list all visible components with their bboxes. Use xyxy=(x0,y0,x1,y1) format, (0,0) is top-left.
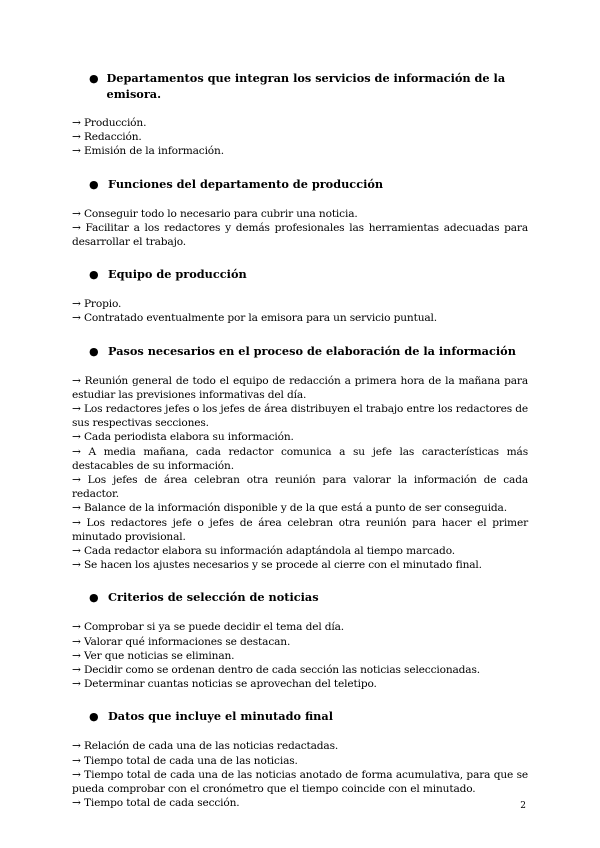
page-number: 2 xyxy=(520,801,526,811)
section-heading-text: Funciones del departamento de producción xyxy=(108,176,384,191)
list-item: → Contratado eventualmente por la emisora para un servicio puntual. xyxy=(72,312,437,325)
list-item: → Conseguir todo lo necesario para cubrir una noticia. xyxy=(72,207,358,220)
item-list xyxy=(72,207,528,250)
arrow-icon: → xyxy=(72,474,81,487)
arrow-icon: → xyxy=(72,678,81,691)
list-item: → Reunión general de todo el equipo de redacción a primera hora de la mañana para estudiar las previsiones informativas del día. xyxy=(72,374,528,401)
section-heading xyxy=(72,176,528,193)
list-item: → Emisión de la información. xyxy=(72,145,224,158)
section-heading xyxy=(72,70,528,102)
arrow-icon: → xyxy=(72,403,81,416)
section-criterios-seleccion xyxy=(72,589,528,691)
item-list xyxy=(72,116,528,159)
arrow-icon: → xyxy=(72,559,81,572)
list-item: → Los redactores jefes o los jefes de área distribuyen el trabajo entre los redactores de sus respectivas secciones. xyxy=(72,403,528,430)
section-heading xyxy=(72,589,528,606)
list-item: → Tiempo total de cada una de las noticias anotado de forma acumulativa, para que se pueda comprobar con el cronómetro que el tiempo coincide con el minutado. xyxy=(72,768,528,796)
section-heading-text: Departamentos que integran los servicios de información de la emisora. xyxy=(106,71,506,101)
arrow-icon: → xyxy=(72,221,81,234)
section-departamentos xyxy=(72,70,528,159)
item-list xyxy=(72,374,528,573)
arrow-icon: → xyxy=(72,117,81,129)
list-item: → Valorar qué informaciones se destacan. xyxy=(72,635,291,648)
arrow-icon: → xyxy=(72,635,81,648)
bullet-icon: ● xyxy=(89,72,99,85)
list-item: → Determinar cuantas noticias se aprovechan del teletipo. xyxy=(72,678,377,691)
arrow-icon: → xyxy=(72,298,81,311)
list-item: → Cada periodista elabora su información. xyxy=(72,431,294,444)
arrow-icon: → xyxy=(72,649,81,662)
arrow-icon: → xyxy=(72,545,81,558)
section-datos-minutado xyxy=(72,708,528,810)
bullet-icon: ● xyxy=(89,591,99,605)
bullet-icon: ● xyxy=(89,268,99,282)
arrow-icon: → xyxy=(72,768,81,781)
section-heading-text: Datos que incluye el minutado final xyxy=(108,709,333,724)
list-item: → Ver que noticias se eliminan. xyxy=(72,649,235,662)
arrow-icon: → xyxy=(72,131,81,144)
item-list xyxy=(72,297,528,325)
list-item: → Se hacen los ajustes necesarios y se procede al cierre con el minutado final. xyxy=(72,559,482,572)
section-pasos-elaboracion xyxy=(72,343,528,573)
arrow-icon: → xyxy=(72,207,81,220)
bullet-icon: ● xyxy=(89,710,99,724)
section-equipo-produccion xyxy=(72,266,528,325)
section-heading-text: Pasos necesarios en el proceso de elaboración de la información xyxy=(108,343,516,358)
arrow-icon: → xyxy=(72,664,81,677)
section-heading xyxy=(72,708,528,725)
item-list xyxy=(72,620,528,691)
list-item: → Comprobar si ya se puede decidir el tema del día. xyxy=(72,621,345,634)
arrow-icon: → xyxy=(72,374,81,387)
arrow-icon: → xyxy=(72,312,81,325)
list-item: → Redacción. xyxy=(72,131,142,144)
list-item: → A media mañana, cada redactor comunica a su jefe las características más destacables de su información. xyxy=(72,445,528,472)
section-heading-text: Equipo de producción xyxy=(108,267,247,282)
document-body xyxy=(72,70,528,828)
section-heading xyxy=(72,343,528,360)
bullet-icon: ● xyxy=(89,344,99,358)
arrow-icon: → xyxy=(72,621,81,634)
arrow-icon: → xyxy=(72,145,81,158)
section-funciones-produccion xyxy=(72,176,528,250)
arrow-icon: → xyxy=(72,516,81,529)
list-item: → Relación de cada una de las noticias redactadas. xyxy=(72,740,339,753)
arrow-icon: → xyxy=(72,445,81,458)
list-item: → Balance de la información disponible y de la que está a punto de ser conseguida. xyxy=(72,502,507,515)
list-item: → Cada redactor elabora su información adaptándola al tiempo marcado. xyxy=(72,545,455,558)
arrow-icon: → xyxy=(72,740,81,753)
item-list xyxy=(72,739,528,810)
bullet-icon: ● xyxy=(89,177,99,191)
arrow-icon: → xyxy=(72,754,81,767)
list-item: → Producción. xyxy=(72,117,147,129)
list-item: → Propio. xyxy=(72,298,122,311)
list-item: → Tiempo total de cada sección. xyxy=(72,797,240,810)
arrow-icon: → xyxy=(72,431,81,444)
list-item: → Facilitar a los redactores y demás profesionales las herramientas adecuadas para desarrollar el trabajo. xyxy=(72,221,529,249)
section-heading-text: Criterios de selección de noticias xyxy=(108,590,319,605)
list-item: → Los jefes de área celebran otra reunión para valorar la información de cada redactor. xyxy=(72,474,528,501)
arrow-icon: → xyxy=(72,797,81,810)
list-item: → Decidir como se ordenan dentro de cada sección las noticias seleccionadas. xyxy=(72,664,480,677)
arrow-icon: → xyxy=(72,502,81,515)
list-item: → Los redactores jefe o jefes de área celebran otra reunión para hacer el primer minutado provisional. xyxy=(72,516,528,543)
list-item: → Tiempo total de cada una de las noticias. xyxy=(72,754,298,767)
section-heading xyxy=(72,266,528,283)
